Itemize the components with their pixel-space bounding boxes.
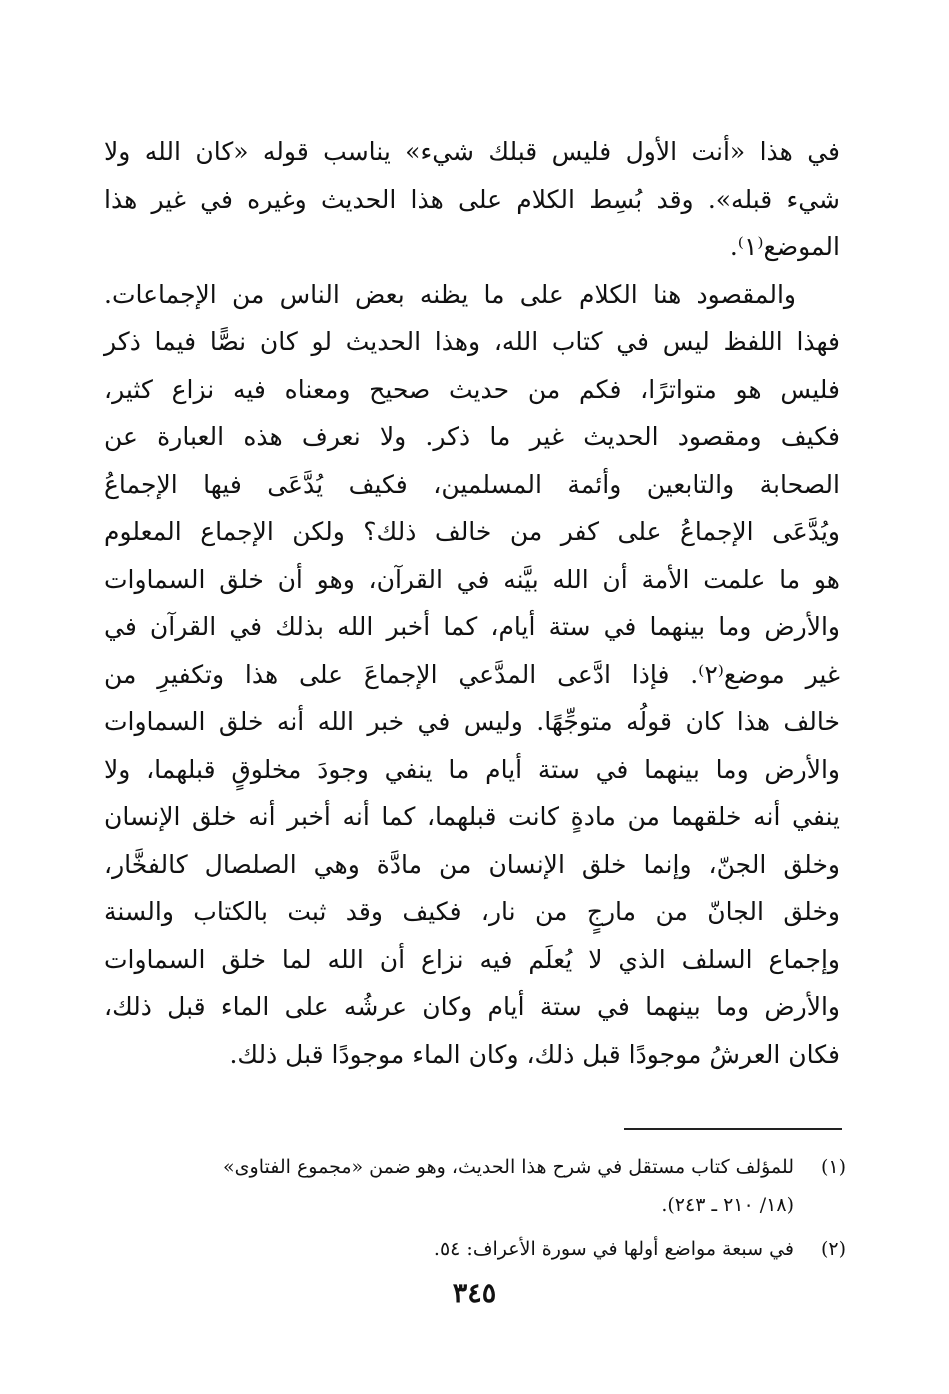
- footnote-marker: (٢): [820, 1238, 846, 1260]
- paragraph-start-line: والمقصود هنا الكلام على ما يظنه بعض الناس من الإجماعات.: [104, 279, 796, 309]
- text-line: فهذا اللفظ ليس في كتاب الله، وهذا الحديث لو كان نصًّا فيما ذكر: [104, 327, 840, 356]
- footnote-line: للمؤلف كتاب مستقل في شرح هذا الحديث، وهو ضمن «مجموع الفتاوى»: [223, 1156, 794, 1178]
- footnote-separator: [624, 1128, 842, 1130]
- main-text: [104, 128, 840, 1078]
- text-line: والأرض وما بينهما في ستة أيام ما ينفي وجودَ مخلوقٍ قبلهما، ولا: [104, 754, 840, 784]
- text-line: الموضع⁽١⁾.: [729, 232, 840, 261]
- text-line: هو ما علمت الأمة أن الله بيَّنه في القرآن، وهو أن خلق السماوات: [104, 564, 840, 594]
- text-line: شيء قبله». وقد بُسِط الكلام على هذا الحديث وغيره في غير هذا: [104, 184, 840, 214]
- text-line: الصحابة والتابعين وأئمة المسلمين، فكيف يُدَّعَى فيها الإجماعُ: [104, 469, 840, 499]
- text-line: فكان العرشُ موجودًا قبل ذلك، وكان الماء موجودًا قبل ذلك.: [229, 1039, 840, 1069]
- text-line: فكيف ومقصود الحديث غير ما ذكر. ولا نعرف هذه العبارة عن: [104, 422, 840, 451]
- footnote-1: [104, 1148, 846, 1224]
- text-line: وخلق الجانّ من مارجٍ من نار، فكيف وقد ثبت بالكتاب والسنة: [104, 897, 840, 926]
- footnotes: [104, 1148, 846, 1268]
- text-line: في هذا «أنت الأول فليس قبلك شيء» يناسب قوله «كان الله ولا: [104, 137, 840, 166]
- footnote-text: [104, 1230, 794, 1268]
- page-number: ٣٤٥: [452, 1278, 497, 1309]
- footnote-2: [104, 1230, 846, 1268]
- text-line: غير موضع⁽٢⁾. فإذا ادَّعى المدَّعي الإجماعَ على هذا وتكفيرِ من: [104, 659, 840, 689]
- text-line: وإجماع السلف الذي لا يُعلَم فيه نزاع أن الله لما خلق السماوات: [104, 944, 840, 974]
- footnote-marker: (١): [820, 1156, 846, 1178]
- footnote-line: (١٨/ ٢١٠ ـ ٢٤٣).: [661, 1194, 794, 1216]
- text-line: والأرض وما بينهما في ستة أيام وكان عرشُه على الماء قبل ذلك،: [104, 992, 840, 1021]
- text-line: ينفي أنه خلقهما من مادةٍ كانت قبلهما، كما أنه أخبر أنه خلق الإنسان: [104, 802, 840, 831]
- footnote-line: في سبعة مواضع أولها في سورة الأعراف: ٥٤.: [433, 1238, 794, 1260]
- text-line: وخلق الجنّ، وإنما خلق الإنسان من مادَّة وهي الصلصال كالفخَّار،: [104, 849, 840, 879]
- text-line: ويُدَّعَى الإجماعُ على كفر من خالف ذلك؟ ولكن الإجماع المعلوم: [104, 517, 840, 546]
- text-line: والأرض وما بينهما في ستة أيام، كما أخبر الله بذلك في القرآن في: [104, 612, 840, 641]
- text-line: خالف هذا كان قولُه متوجِّهًا. وليس في خبر الله أنه خلق السماوات: [104, 707, 840, 736]
- footnote-text: [104, 1148, 794, 1224]
- text-line: فليس هو متواترًا، فكم من حديث صحيح ومعناه فيه نزاع كثير،: [104, 374, 840, 404]
